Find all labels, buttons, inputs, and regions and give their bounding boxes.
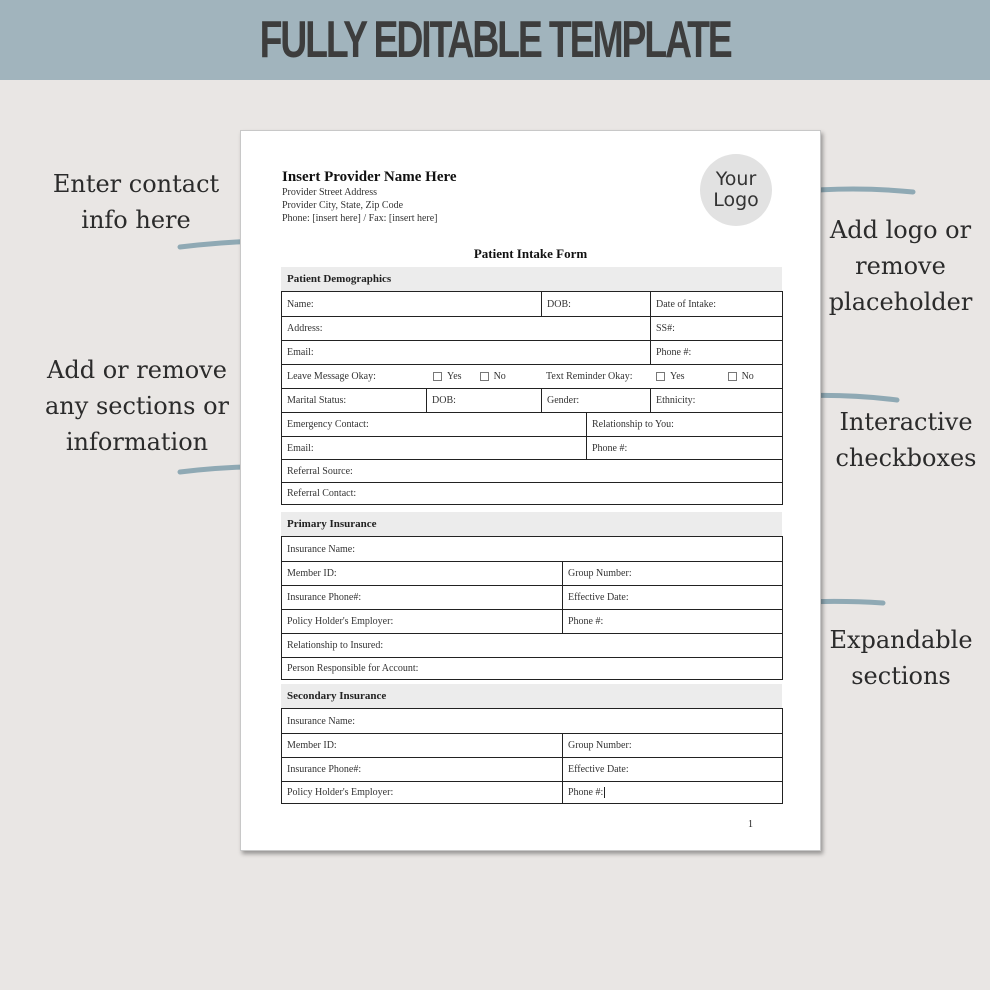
provider-phone-fax[interactable]: Phone: [insert here] / Fax: [insert here] <box>282 213 438 224</box>
logo-placeholder[interactable] <box>700 154 772 226</box>
checkbox-icon[interactable] <box>480 372 489 381</box>
secondary-phone-label: Phone #: <box>568 787 604 798</box>
option-label: No <box>493 371 506 382</box>
primary-employer-field[interactable]: Policy Holder's Employer: <box>287 616 394 627</box>
option-label: No <box>741 371 754 382</box>
callout-line: Enter contact <box>52 170 220 198</box>
primary-member-id-field[interactable]: Member ID: <box>287 568 337 579</box>
primary-insurance-phone-field[interactable]: Insurance Phone#: <box>287 592 362 603</box>
section-header-primary-insurance: Primary Insurance <box>281 512 782 536</box>
provider-city[interactable]: Provider City, State, Zip Code <box>282 200 404 211</box>
text-reminder-no[interactable] <box>728 371 754 382</box>
secondary-group-number-field[interactable]: Group Number: <box>562 734 782 757</box>
text-reminder-options <box>651 365 782 388</box>
callout-line: Add or remove <box>47 356 227 384</box>
table-row <box>282 561 782 585</box>
emergency-contact-field[interactable]: Emergency Contact: <box>287 419 369 430</box>
secondary-insurance-phone-field[interactable]: Insurance Phone#: <box>287 764 362 775</box>
callout-logo <box>818 212 983 320</box>
relationship-field[interactable]: Relationship to You: <box>586 413 782 436</box>
callout-line: remove <box>855 252 946 280</box>
logo-text: Your <box>715 168 757 190</box>
table-row <box>282 459 782 482</box>
referral-contact-field[interactable]: Referral Contact: <box>287 488 357 499</box>
section-header-demographics: Patient Demographics <box>281 267 782 291</box>
text-reminder-label: Text Reminder Okay: <box>546 371 633 382</box>
emergency-phone-field[interactable]: Phone #: <box>586 437 782 459</box>
callout-sections <box>22 352 252 460</box>
table-row <box>282 482 782 504</box>
text-reminder-yes[interactable] <box>656 371 685 382</box>
date-of-intake-field[interactable]: Date of Intake: <box>650 292 782 316</box>
primary-phone-field[interactable]: Phone #: <box>562 610 782 633</box>
table-row <box>282 709 782 733</box>
callout-line: Add logo or <box>829 216 972 244</box>
checkbox-icon[interactable] <box>656 372 665 381</box>
checkbox-icon[interactable] <box>728 372 737 381</box>
option-label: Yes <box>670 371 685 382</box>
callout-line: info here <box>81 206 191 234</box>
section-header-secondary-insurance: Secondary Insurance <box>281 684 782 708</box>
provider-street[interactable]: Provider Street Address <box>282 187 377 198</box>
email-field[interactable]: Email: <box>287 347 314 358</box>
callout-expandable <box>820 622 982 694</box>
referral-source-field[interactable]: Referral Source: <box>287 465 353 477</box>
ssn-field[interactable]: SS#: <box>650 317 782 340</box>
provider-info[interactable] <box>282 168 457 225</box>
ethnicity-field[interactable]: Ethnicity: <box>650 389 782 412</box>
logo-text: Logo <box>713 189 759 211</box>
leave-message-label: Leave Message Okay: <box>287 371 376 382</box>
text-cursor <box>604 787 605 798</box>
primary-insurance-table <box>281 536 783 680</box>
table-row <box>282 388 782 412</box>
page-number: 1 <box>748 819 753 830</box>
secondary-phone-field[interactable] <box>562 782 782 803</box>
table-row <box>282 733 782 757</box>
callout-line: sections <box>851 662 951 690</box>
secondary-employer-field[interactable]: Policy Holder's Employer: <box>287 787 394 798</box>
table-row <box>282 657 782 679</box>
leave-message-no[interactable] <box>480 371 506 382</box>
demographics-table <box>281 291 783 505</box>
table-row <box>282 412 782 436</box>
callout-checkboxes <box>826 404 986 476</box>
banner-title: FULLY EDITABLE TEMPLATE <box>259 11 731 69</box>
primary-insurance-name-field[interactable]: Insurance Name: <box>287 543 356 555</box>
checkbox-icon[interactable] <box>433 372 442 381</box>
table-row <box>282 436 782 459</box>
table-row <box>282 585 782 609</box>
callout-line: checkboxes <box>835 444 977 472</box>
secondary-insurance-table <box>281 708 783 804</box>
table-row <box>282 781 782 803</box>
dob2-field[interactable]: DOB: <box>426 389 541 412</box>
callout-line: placeholder <box>828 288 973 316</box>
callout-line: Expandable <box>829 626 973 654</box>
form-title: Patient Intake Form <box>473 246 588 261</box>
dob-field[interactable]: DOB: <box>541 292 650 316</box>
marital-status-field[interactable]: Marital Status: <box>287 395 347 406</box>
leave-message-yes[interactable] <box>433 371 462 382</box>
callout-line: any sections or <box>44 392 229 420</box>
secondary-member-id-field[interactable]: Member ID: <box>287 740 337 751</box>
document-page <box>240 130 821 851</box>
gender-field[interactable]: Gender: <box>541 389 650 412</box>
banner <box>0 0 990 80</box>
callout-line: Interactive <box>839 408 973 436</box>
provider-name[interactable]: Insert Provider Name Here <box>282 169 457 185</box>
table-row <box>282 340 782 364</box>
emergency-email-field[interactable]: Email: <box>287 442 314 454</box>
table-row <box>282 316 782 340</box>
option-label: Yes <box>447 371 462 382</box>
table-row <box>282 537 782 561</box>
table-row <box>282 609 782 633</box>
address-field[interactable]: Address: <box>287 323 323 334</box>
secondary-effective-date-field[interactable]: Effective Date: <box>562 758 782 781</box>
secondary-insurance-name-field[interactable]: Insurance Name: <box>287 715 356 727</box>
primary-effective-date-field[interactable]: Effective Date: <box>562 586 782 609</box>
name-field[interactable]: Name: <box>287 298 314 310</box>
callout-line: information <box>65 428 209 456</box>
primary-responsible-field[interactable]: Person Responsible for Account: <box>287 663 419 674</box>
leave-message-options <box>428 365 541 388</box>
primary-relationship-field[interactable]: Relationship to Insured: <box>287 640 384 651</box>
table-row <box>282 757 782 781</box>
table-row <box>282 292 782 316</box>
table-row <box>282 633 782 657</box>
primary-group-number-field[interactable]: Group Number: <box>562 562 782 585</box>
phone-field[interactable]: Phone #: <box>650 341 782 364</box>
table-row <box>282 364 782 388</box>
